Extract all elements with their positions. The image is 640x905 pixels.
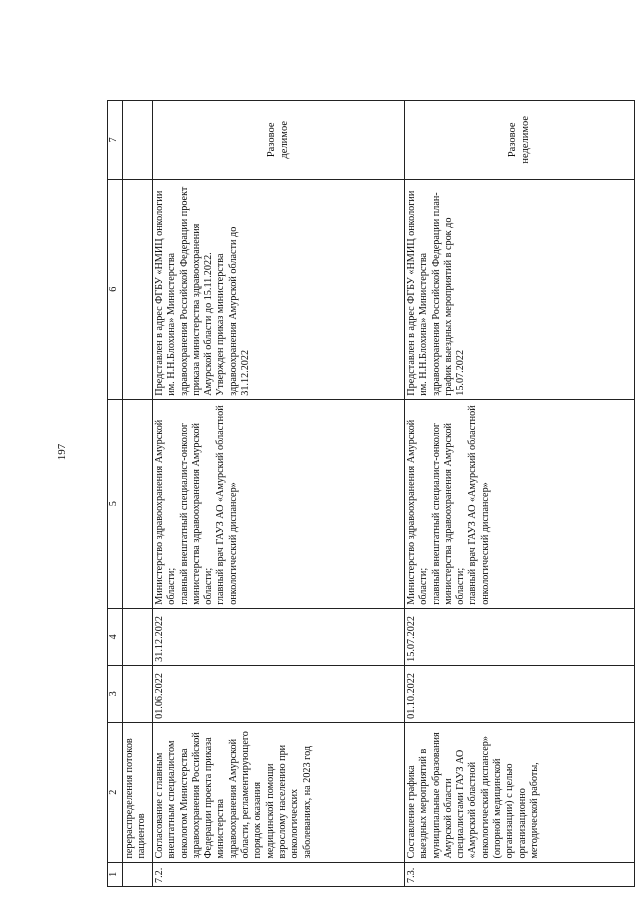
regularity-label: Разовое неделимое [507,115,531,164]
cell-num: 7.2. [153,862,405,886]
cell-executors: Министерство здравоохранения Амурской области; главный внештатный специалист-онколог министерства здравоохранения Амурской области; главный врач ГАУЗ АО «Амурский областной онкологический диспансер» [153,399,405,608]
cell-num: 7.3. [405,862,635,886]
header-col-7: 7 [108,101,123,180]
table-row-continuation [123,101,153,887]
cell-result: Представлен в адрес ФГБУ «НМИЦ онкологии им. Н.Н.Блохина» Министерства здравоохранения Российской Федерации проект приказа министерства здравоохранения Амурской области до 15.11.2022. Утвержден приказ министерства здравоохранения Амурской области до 31.12.2022 [153,179,405,399]
cell-num [123,862,153,886]
cell-start [123,665,153,722]
cell-event: Согласование с главным внештатным специалистом онкологом Министерства здравоохранения Российской Федерации проекта приказа министерства здравоохранения Амурской области, регламентирующего порядок оказания медицинской помощи взрослому населению при онкологических заболеваниях, на 2023 год [153,722,405,862]
cell-executors: Министерство здравоохранения Амурской области; главный внештатный специалист-онколог министерства здравоохранения Амурской области; главный врач ГАУЗ АО «Амурский областной онкологический диспансер» [405,399,635,608]
cell-result [123,179,153,399]
table-row [405,101,635,887]
table-row [153,101,405,887]
cell-regularity [153,101,405,180]
header-col-5: 5 [108,399,123,608]
cell-regularity [123,101,153,180]
header-col-1: 1 [108,862,123,886]
measures-table [107,100,635,887]
regularity-label: Разовое делимое [266,121,290,159]
cell-start: 01.10.2022 [405,665,635,722]
header-col-3: 3 [108,665,123,722]
header-col-2: 2 [108,722,123,862]
cell-event: Составление графика выездных мероприятий в муниципальные образования Амурской области специалистами ГАУЗ АО «Амурский областной онкологический диспансер» (опорной медицинской организации) с целью организационно методической работы, [405,722,635,862]
header-col-6: 6 [108,179,123,399]
header-col-4: 4 [108,608,123,665]
table-header-row [108,101,123,887]
cell-end: 31.12.2022 [153,608,405,665]
cell-result: Представлен в адрес ФГБУ «НМИЦ онкологии им. Н.Н.Блохина» Министерства здравоохранения Российской Федерации план-график выездных мероприятий в срок до 15.07.2022 [405,179,635,399]
cell-regularity [405,101,635,180]
cell-event: перераспределения потоков пациентов [123,722,153,862]
rotated-table-container [107,100,637,887]
cell-executors [123,399,153,608]
cell-end: 15.07.2022 [405,608,635,665]
cell-start: 01.06.2022 [153,665,405,722]
cell-end [123,608,153,665]
page-number: 197 [56,443,68,461]
